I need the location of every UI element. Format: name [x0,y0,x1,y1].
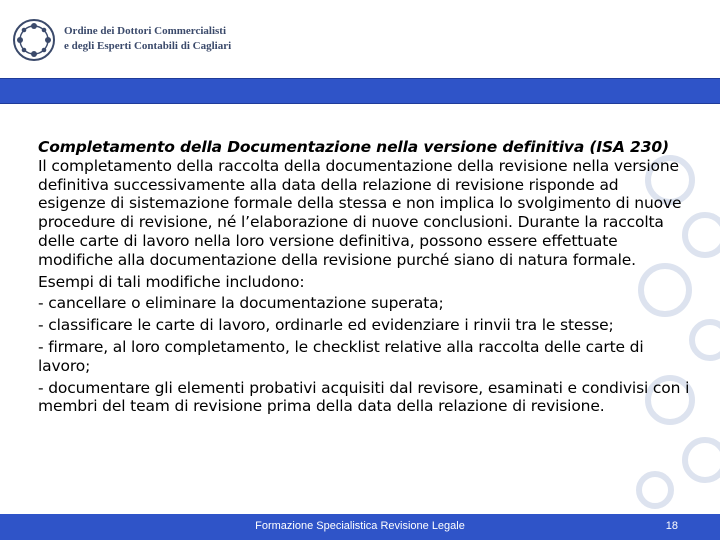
organization-name [64,24,231,54]
body-paragraph: Il completamento della raccolta della documentazione della revisione nella versione definitiva successivamente alla data della relazione di revisione risponde ad esigenze di sistemazione formale della stessa e non implica lo svolgimento di nuove procedure di revisione, né l’elaborazione di nuove conclusioni. Durante la raccolta delle carte di lavoro nella loro versione definitiva, possono essere effettuate modifiche alla documentazione della revisione purché siano di natura formale. [38,156,682,269]
slide-body [38,138,690,416]
circular-emblem-icon [12,18,56,62]
examples-intro: Esempi di tali modifiche includono: [38,272,305,291]
organization-name-line1: Ordine dei Dottori Commercialisti [64,25,227,37]
organization-name-line2: e degli Esperti Contabili di Cagliari [64,40,232,52]
footer-title: Formazione Specialistica Revisione Legale [255,520,465,532]
header-band [0,78,720,104]
list-item: - classificare le carte di lavoro, ordinarle ed evidenziare i rinvii tra le stesse; [38,316,614,335]
list-item: - firmare, al loro completamento, le checklist relative alla raccolta delle carte di lavoro; [38,337,644,375]
page-number: 18 [665,520,678,532]
slide-footer [0,514,720,540]
section-title: Completamento della Documentazione nella versione definitiva (ISA 230) [38,138,669,156]
list-item: - cancellare o eliminare la documentazione superata; [38,294,444,313]
list-item: - documentare gli elementi probativi acquisiti dal revisore, esaminati e condivisi con i membri del team di revisione prima della data della relazione di revisione. [38,378,690,416]
slide-header [0,0,720,76]
